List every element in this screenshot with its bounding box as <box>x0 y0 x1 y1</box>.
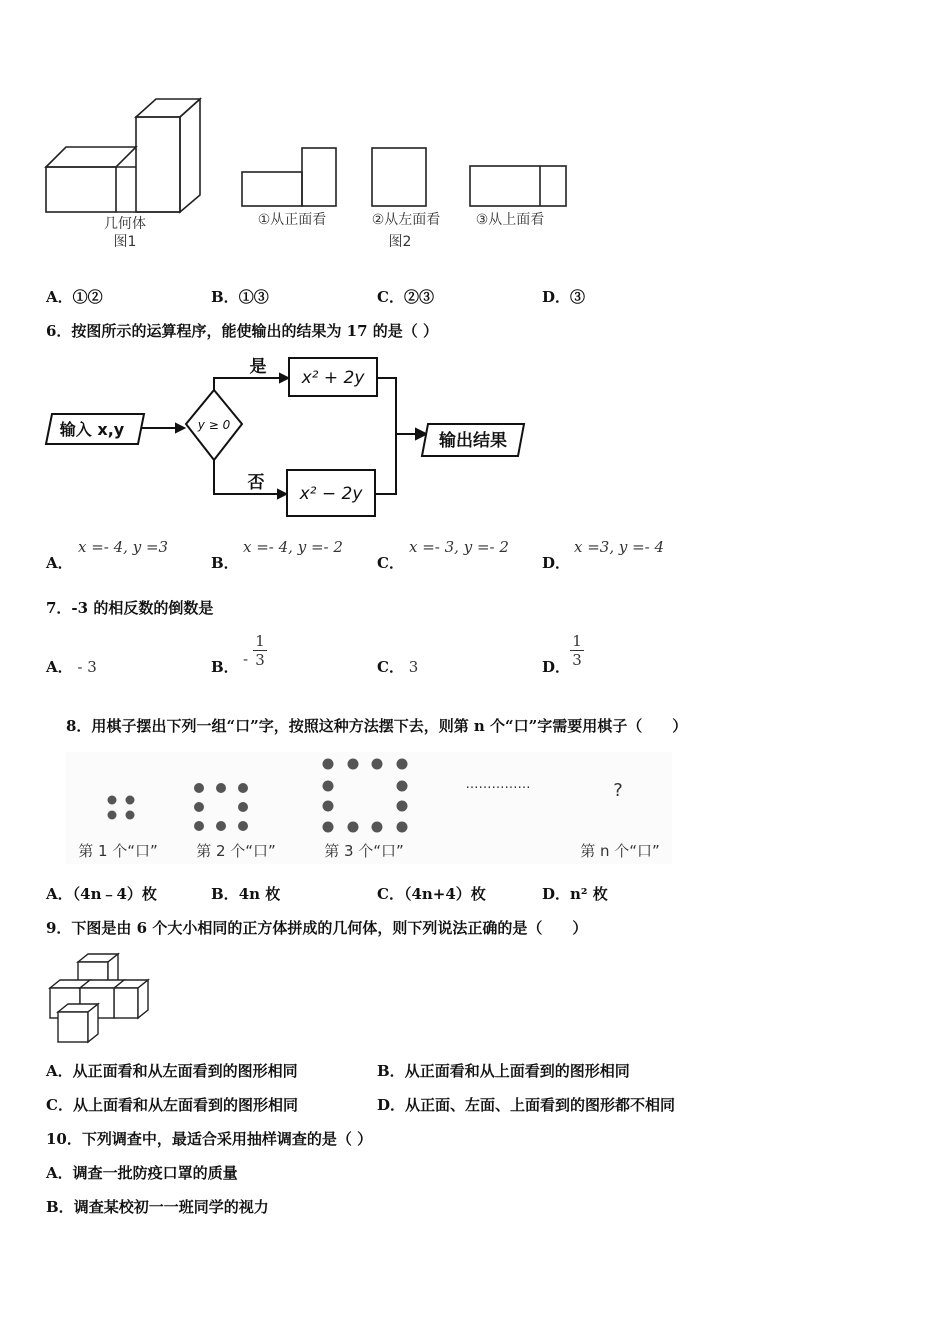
q5-view3-label: ③从上面看 <box>475 212 545 228</box>
q8-option-c[interactable] <box>377 883 486 904</box>
q9-cube-figure <box>44 950 154 1046</box>
option-letter: A． <box>46 554 73 572</box>
option-text: 从正面看和从上面看到的图形相同 <box>404 1062 630 1080</box>
option-text: 调查某校初一一班同学的视力 <box>73 1198 269 1216</box>
q8-option-a[interactable] <box>46 883 157 904</box>
q6-option-c[interactable] <box>377 538 537 572</box>
q8-label-1: 第 1 个“口” <box>78 842 158 860</box>
q5-figure2-caption: 图2 <box>388 234 412 250</box>
fraction-numerator: 1 <box>255 632 265 650</box>
q6-flowchart <box>44 352 534 522</box>
q10-option-a[interactable] <box>46 1162 238 1183</box>
option-text: 从正面、左面、上面看到的图形都不相同 <box>405 1096 676 1114</box>
q9-option-a[interactable] <box>46 1060 298 1081</box>
q8-ellipsis: …………… <box>465 777 531 792</box>
option-text: 从上面看和从左面看到的图形相同 <box>72 1096 298 1114</box>
option-letter: A． <box>46 658 73 676</box>
flow-condition: y ≥ 0 <box>197 418 231 432</box>
option-formula: x =3, y =- 4 <box>574 538 665 556</box>
q6-option-b[interactable] <box>211 538 371 572</box>
q8-option-b[interactable] <box>211 883 280 904</box>
q6-stem: 6．按图所示的运算程序，能使输出的结果为 17 的是（ ） <box>46 322 438 340</box>
q10-option-b[interactable] <box>46 1196 269 1217</box>
q5-option-d[interactable] <box>542 286 585 307</box>
q8-label-3: 第 3 个“口” <box>324 842 404 860</box>
fraction-denominator: 3 <box>255 651 265 669</box>
q8-label-2: 第 2 个“口” <box>196 842 276 860</box>
option-letter: A． <box>46 1062 73 1080</box>
q7-stem: 7．-3 的相反数的倒数是 <box>46 599 214 617</box>
option-letter: B． <box>46 1198 74 1216</box>
q5-figure-2 <box>234 140 574 255</box>
option-fraction <box>570 632 584 669</box>
option-letter: D． <box>542 554 571 572</box>
q8-option-d[interactable] <box>542 883 608 904</box>
q5-figure-1 <box>40 95 210 255</box>
option-fraction <box>253 632 267 669</box>
q5-option-a[interactable] <box>46 286 103 307</box>
q7-option-a[interactable] <box>46 656 97 677</box>
q7-option-b[interactable] <box>211 632 331 680</box>
option-text: 从正面看和从左面看到的图形相同 <box>72 1062 298 1080</box>
option-letter: B． <box>211 885 239 903</box>
option-letter: C． <box>46 1096 73 1114</box>
option-value: 3 <box>408 658 419 676</box>
option-formula: x =- 3, y =- 2 <box>409 538 509 556</box>
option-letter: B． <box>211 554 239 572</box>
option-letter: C． <box>377 885 404 903</box>
q5-option-b[interactable] <box>211 286 269 307</box>
option-letter: B． <box>377 1062 405 1080</box>
option-text: 调查一批防疫口罩的质量 <box>72 1164 238 1182</box>
option-letter: D． <box>542 288 571 306</box>
option-text: ②③ <box>403 288 434 306</box>
option-letter: A． <box>46 885 73 903</box>
q9-stem: 9．下图是由 6 个大小相同的正方体拼成的几何体，则下列说法正确的是（ ） <box>46 919 588 937</box>
option-text: n² 枚 <box>570 885 608 903</box>
q6-option-a[interactable] <box>46 538 206 572</box>
option-letter: A． <box>46 288 73 306</box>
flow-expr-yes: x² + 2y <box>301 368 365 388</box>
q7-option-c[interactable] <box>377 656 418 677</box>
q9-option-c[interactable] <box>46 1094 298 1115</box>
option-text: （4n+4）枚 <box>403 885 486 903</box>
option-letter: B． <box>211 658 239 676</box>
flow-no-label: 否 <box>247 473 265 493</box>
option-text: 4n 枚 <box>238 885 281 903</box>
fraction-denominator: 3 <box>572 651 582 669</box>
option-text: ③ <box>570 288 586 306</box>
q5-figure1-caption: 图1 <box>113 234 137 250</box>
flow-yes-label: 是 <box>249 357 267 377</box>
q10-stem: 10．下列调查中，最适合采用抽样调查的是（ ） <box>46 1130 373 1148</box>
q5-figure1-label: 几何体 <box>104 216 146 232</box>
option-sign: - <box>243 650 249 668</box>
option-formula: x =- 4, y =3 <box>78 538 169 556</box>
flow-expr-no: x² − 2y <box>299 484 363 504</box>
q7-option-d[interactable] <box>542 632 662 680</box>
q6-option-d[interactable] <box>542 538 702 572</box>
q8-label-n: 第 n 个“口” <box>580 842 660 860</box>
option-letter: C． <box>377 288 404 306</box>
q5-view2-label: ②从左面看 <box>371 212 441 228</box>
option-text: （4n﹣4）枚 <box>72 885 157 903</box>
option-letter: B． <box>211 288 239 306</box>
q5-view1-label: ①从正面看 <box>257 212 327 228</box>
option-letter: A． <box>46 1164 73 1182</box>
option-text: ①③ <box>238 288 269 306</box>
option-value: - 3 <box>77 658 97 676</box>
fraction-numerator: 1 <box>572 632 582 650</box>
q8-question-mark: ? <box>613 780 623 801</box>
option-formula: x =- 4, y =- 2 <box>243 538 343 556</box>
option-letter: C． <box>377 658 404 676</box>
flow-input-label: 输入 x,y <box>59 420 125 439</box>
q8-stem: 8．用棋子摆出下列一组“口”字，按照这种方法摆下去，则第 n 个“口”字需要用棋子（ ） <box>66 717 688 735</box>
flow-output-label: 输出结果 <box>439 431 507 451</box>
option-letter: D． <box>377 1096 406 1114</box>
option-letter: D． <box>542 885 571 903</box>
option-letter: C． <box>377 554 404 572</box>
q9-option-d[interactable] <box>377 1094 675 1115</box>
q9-option-b[interactable] <box>377 1060 630 1081</box>
q5-option-c[interactable] <box>377 286 434 307</box>
option-letter: D． <box>542 658 571 676</box>
q8-figure <box>66 752 672 864</box>
option-text: ①② <box>72 288 103 306</box>
